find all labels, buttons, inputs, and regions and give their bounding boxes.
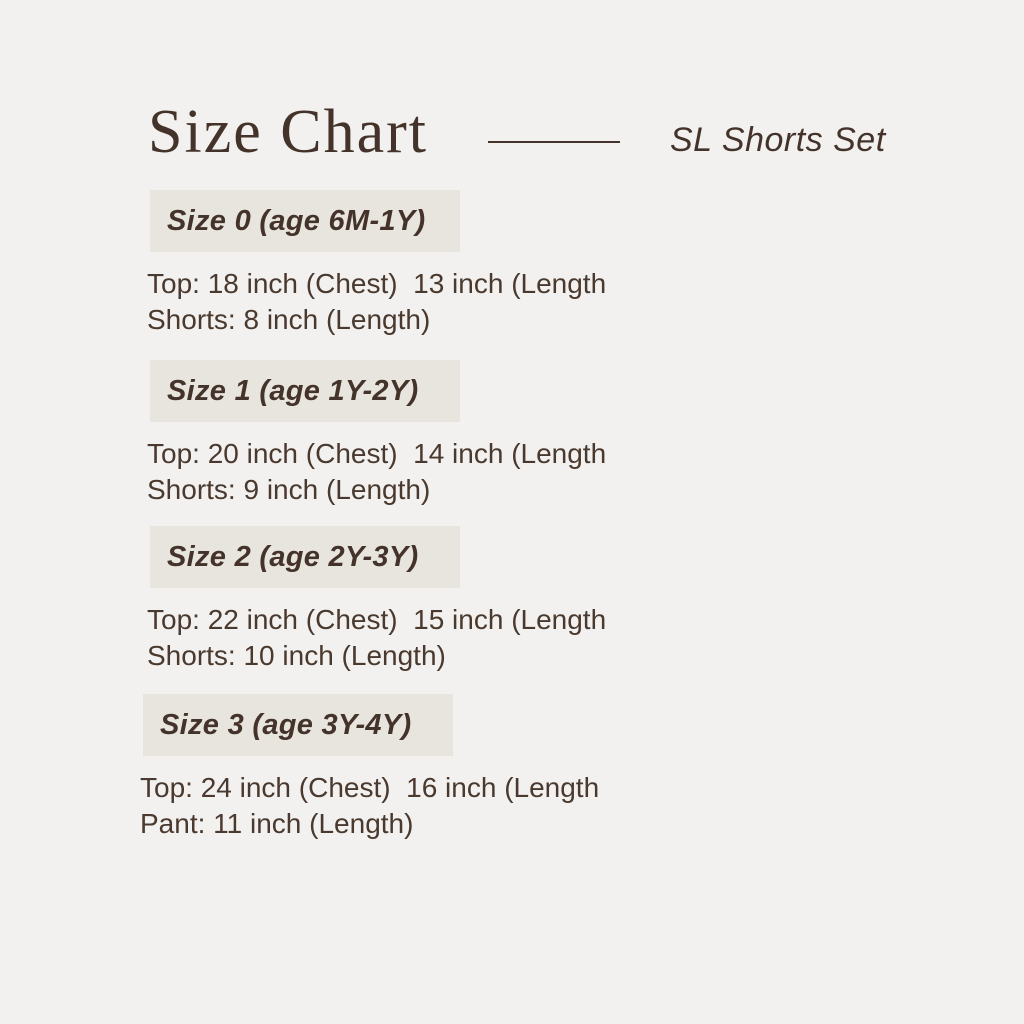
size-section-3 (140, 694, 703, 842)
bottom-measurement-line: Shorts: 10 inch (Length) (147, 640, 446, 671)
size-label-badge (150, 360, 460, 422)
page-title: Size Chart (148, 98, 428, 166)
size-section-2 (147, 526, 710, 674)
size-measurements (140, 770, 703, 842)
size-measurements (147, 436, 710, 508)
size-label: Size 2 (age 2Y-3Y) (167, 540, 419, 573)
size-label: Size 3 (age 3Y-4Y) (160, 708, 412, 741)
bottom-measurement-line: Shorts: 8 inch (Length) (147, 304, 431, 335)
title-divider-line (488, 141, 620, 143)
top-measurement-line: Top: 24 inch (Chest) 16 inch (Length (140, 772, 600, 803)
top-measurement-line: Top: 20 inch (Chest) 14 inch (Length (147, 438, 607, 469)
size-label-badge (150, 190, 460, 252)
bottom-measurement-line: Shorts: 9 inch (Length) (147, 474, 431, 505)
size-label: Size 0 (age 6M-1Y) (167, 204, 426, 237)
size-measurements (147, 602, 710, 674)
size-section-1 (147, 360, 710, 508)
top-measurement-line: Top: 22 inch (Chest) 15 inch (Length (147, 604, 607, 635)
size-label-badge (143, 694, 453, 756)
top-measurement-line: Top: 18 inch (Chest) 13 inch (Length (147, 268, 607, 299)
size-label-badge (150, 526, 460, 588)
bottom-measurement-line: Pant: 11 inch (Length) (140, 808, 414, 839)
product-name: SL Shorts Set (670, 121, 886, 159)
size-label: Size 1 (age 1Y-2Y) (167, 374, 419, 407)
header (148, 98, 948, 178)
size-measurements (147, 266, 710, 338)
size-section-0 (147, 190, 710, 338)
